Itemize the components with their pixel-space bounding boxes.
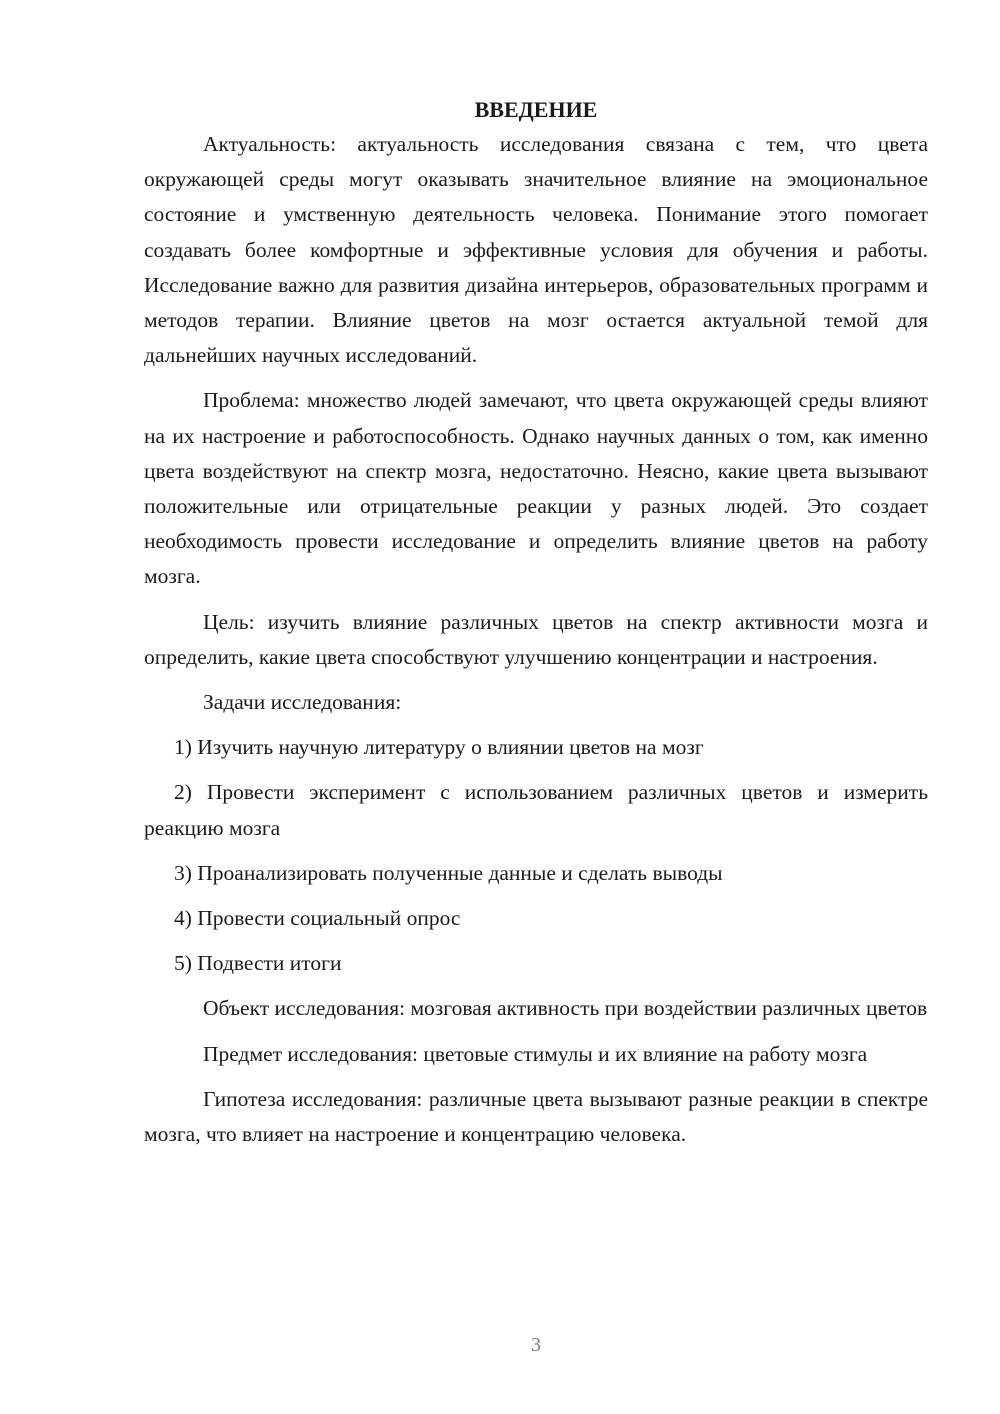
task-item: 3) Проанализировать полученные данные и сделать выводы [174,860,723,885]
relevance-paragraph: Актуальность: актуальность исследования связана с тем, что цвета окружающей среды могут оказывать значительное влияние на эмоциональное состояние и умственную деятельность человека. Понимание этого помогает создавать более комфортные и эффективные условия для обучения и работы. Исследование важно для развития дизайна интерьеров, образовательных программ и методов терапии. Влияние цветов на мозг остается актуальной темой для дальнейших научных исследований. [144,132,928,368]
section-heading: ВВЕДЕНИЕ [474,97,598,122]
goal-paragraph: Цель: изучить влияние различных цветов на спектр активности мозга и определить, какие цвета способствуют улучшению концентрации и настроения. [144,609,928,669]
document-page [144,92,928,1162]
page-number: 3 [531,1334,541,1356]
task-item: 4) Провести социальный опрос [174,906,461,931]
tasks-title: Задачи исследования: [203,690,402,715]
task-item: 1) Изучить научную литературу о влиянии цветов на мозг [174,735,704,760]
task-item: 2) Провести эксперимент с использованием различных цветов и измерить реакцию мозга [144,780,928,840]
problem-paragraph: Проблема: множество людей замечают, что цвета окружающей среды влияют на их настроение и работоспособность. Однако научных данных о том, как именно цвета воздействуют на спектр мозга, недостаточно. Неясно, какие цвета вызывают положительные или отрицательные реакции у разных людей. Это создает необходимость провести исследование и определить влияние цветов на работу мозга. [144,388,928,589]
hypothesis-paragraph: Гипотеза исследования: различные цвета вызывают разные реакции в спектре мозга, что влияет на настроение и концентрацию человека. [144,1086,928,1147]
object-paragraph: Объект исследования: мозговая активность при воздействии различных цветов [203,996,928,1021]
subject-paragraph: Предмет исследования: цветовые стимулы и их влияние на работу мозга [203,1041,868,1066]
task-item: 5) Подвести итоги [174,951,342,976]
